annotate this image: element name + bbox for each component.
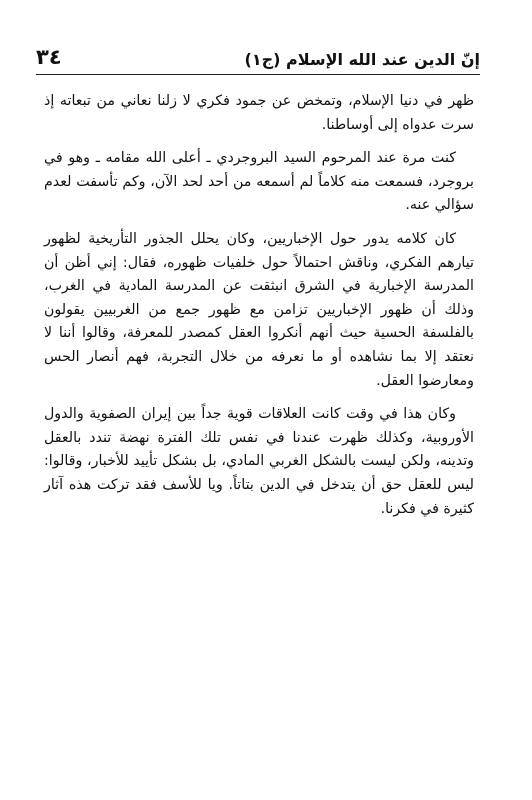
paragraph: وكان هذا في وقت كانت العلاقات قوية جداً بين إيران الصفوية والدول الأوروبية، وكذلك ظهرت عندنا في نفس تلك الفترة نهضة تندد بالعقل وتدينه، ولكن ليست بالشكل الغربي المادي، بل بشكل تأييد للأخبار، وقالوا: ليس للعقل حق أن يتدخل في الدين بتاتاً. ويا للأسف فقد تركت هذه آثار كثيرة في فكرنا. <box>44 406 474 517</box>
running-title: إنّ الدين عند الله الإسلام (ج١) <box>244 50 480 69</box>
paragraph: كنت مرة عند المرحوم السيد البروجردي ـ أعلى الله مقامه ـ وهو في بروجرد، فسمعت منه كلاماً لم أسمعه من أحد لحد الآن، وكم تأسفت لعدم سؤالي عنه. <box>44 150 474 214</box>
paragraph: ظهر في دنيا الإسلام، وتمخض عن جمود فكري لا زلنا نعاني من تبعاته إذ سرت عدواه إلى أوساطنا. <box>44 93 474 133</box>
page-number: ٣٤ <box>36 45 62 69</box>
header-rule <box>36 74 480 75</box>
paragraph: كان كلامه يدور حول الإخباريين، وكان يحلل الجذور التأريخية لظهور تيارهم الفكري، وناقش احتمالاً حول خلفيات ظهوره، فقال: إني أظن أن المدرسة الإخبارية في الشرق انبثقت عن المدرسة المادية في الغرب، وذلك أن ظهور الإخباريين تزامن مع ظهور جمع من الغربيين يقولون بالفلسفة الحسية حيث أنهم أنكروا العقل كمصدر للمعرفة، وقالوا أننا لا نعتقد إلا بما نشاهده أو ما نعرفه من خلال التجربة، فهم أنصار الحس ومعارضوا العقل. <box>44 230 474 389</box>
body-text <box>44 90 474 531</box>
page-header <box>36 38 480 68</box>
